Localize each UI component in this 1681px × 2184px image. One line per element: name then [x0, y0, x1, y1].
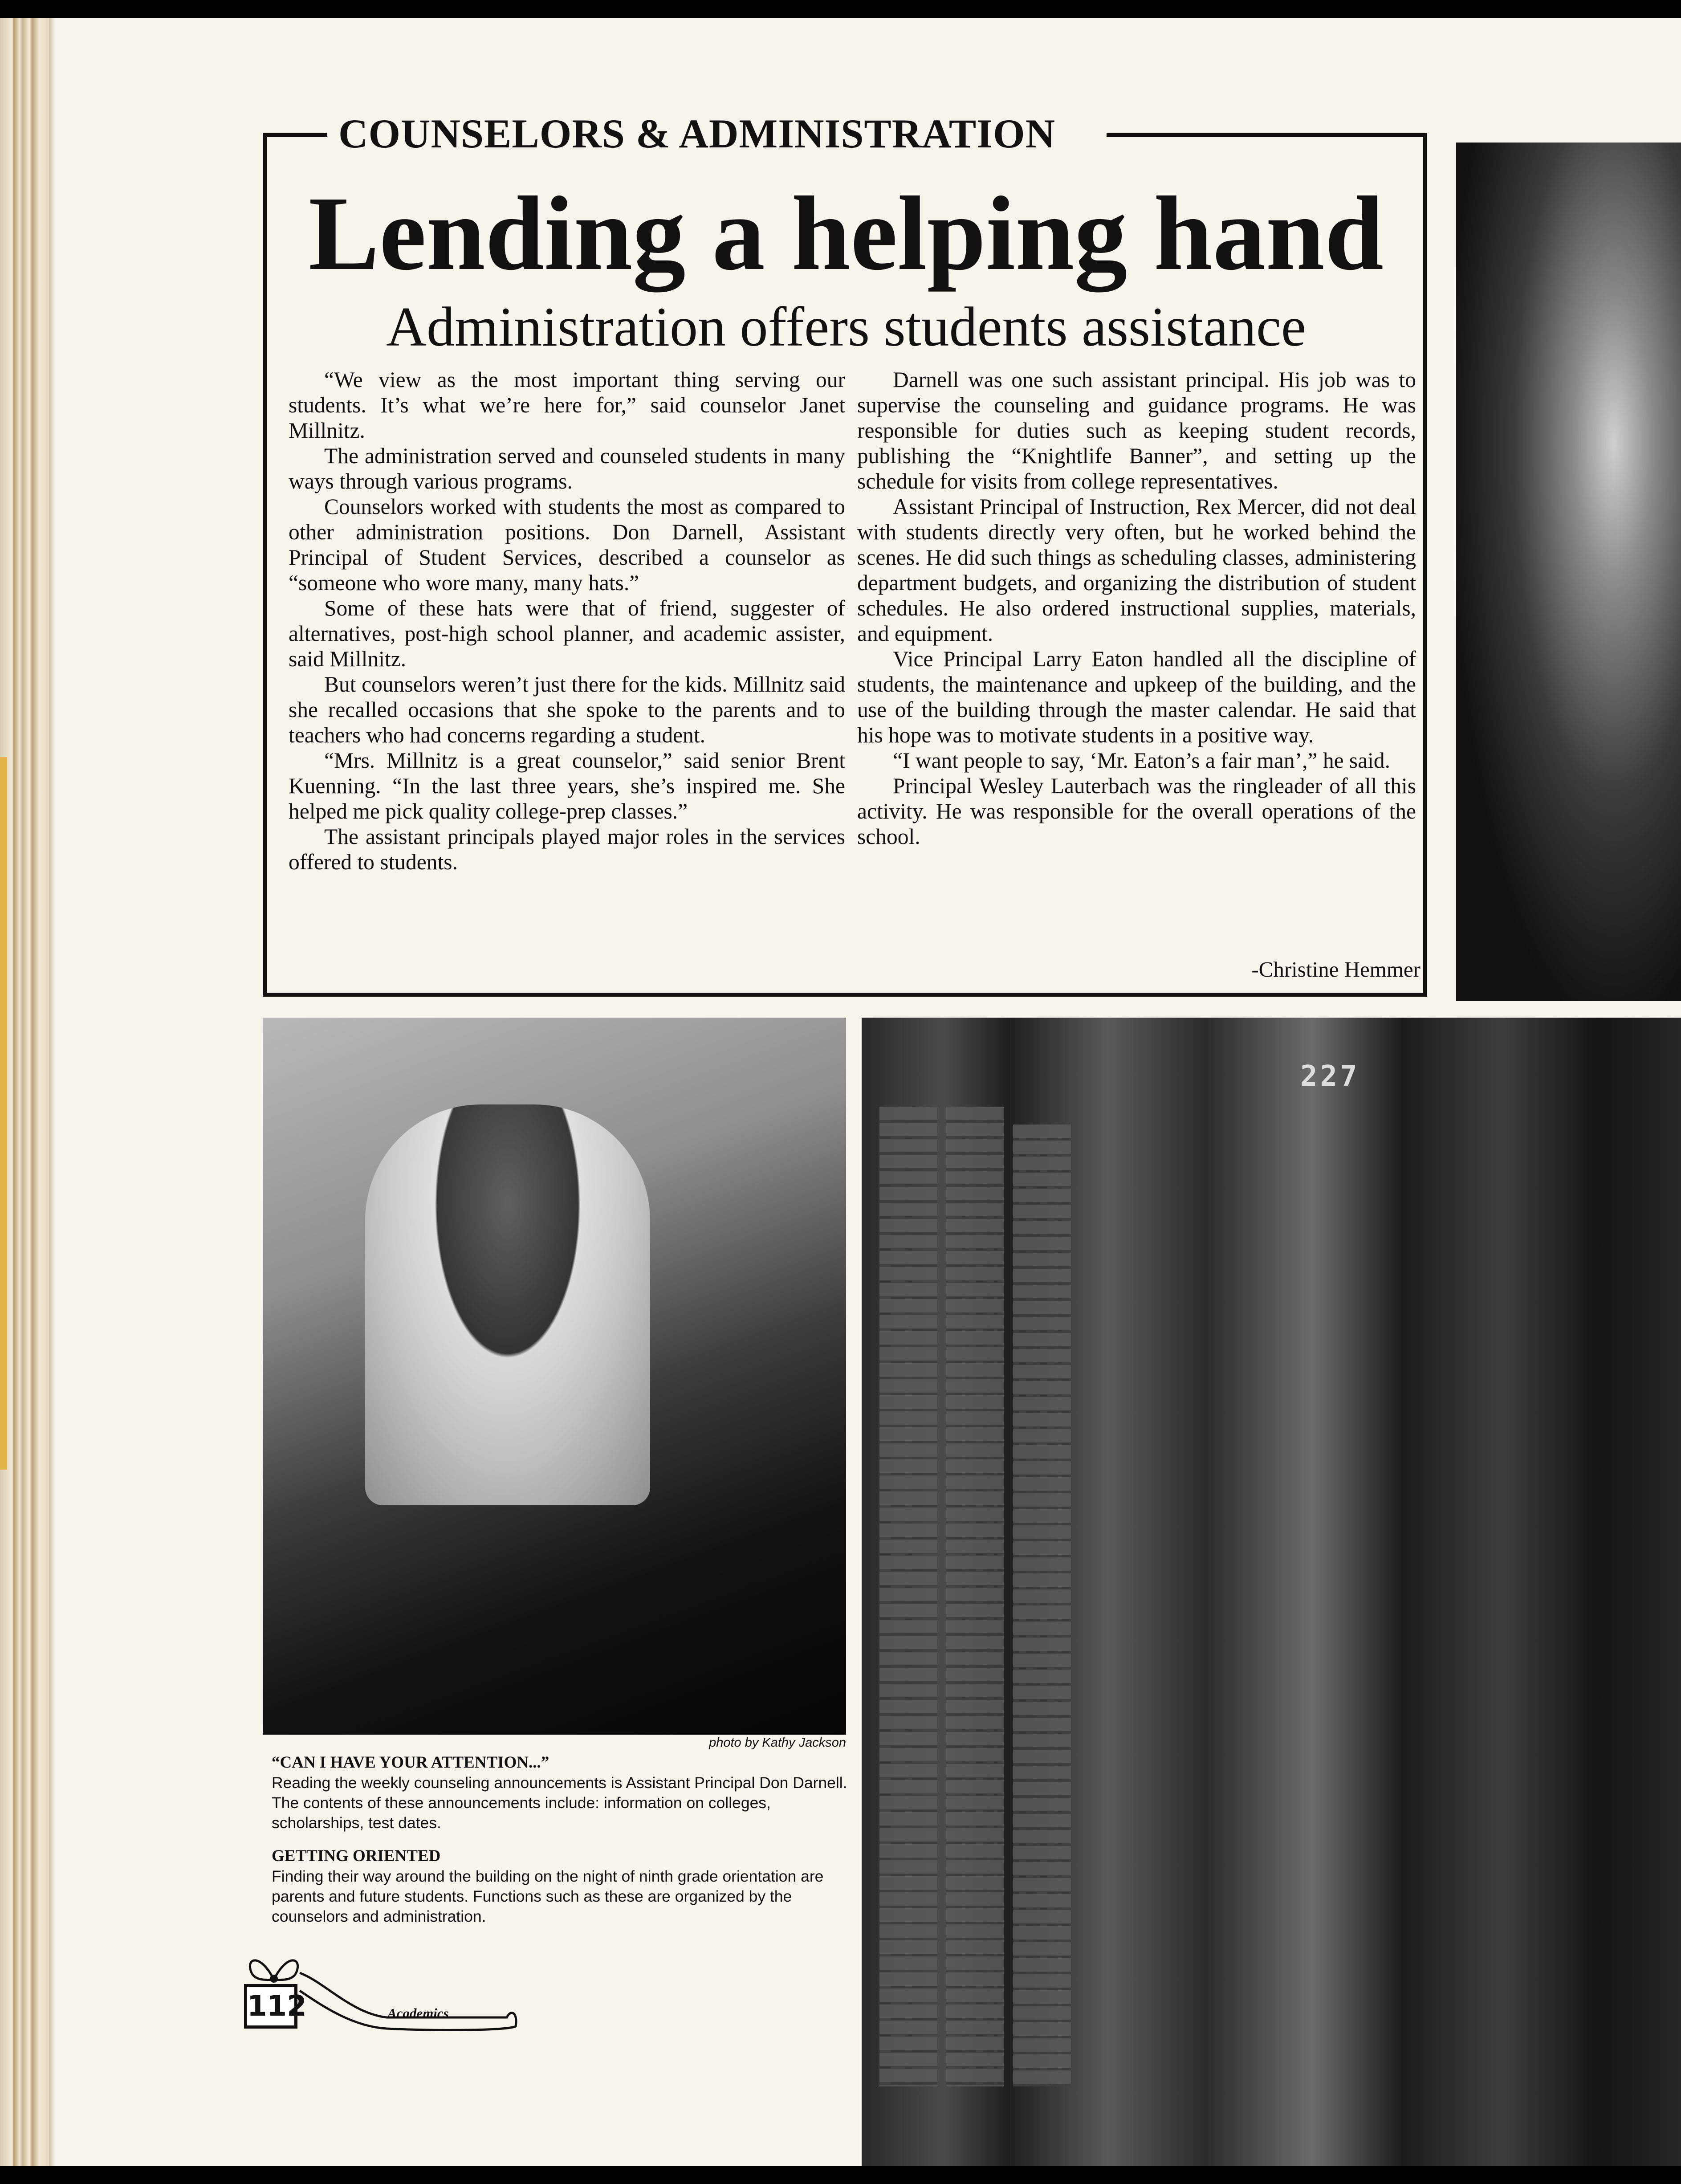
- ribbon-banner-icon: [297, 1964, 520, 2035]
- caption-heading: GETTING ORIENTED: [272, 1847, 441, 1865]
- scan-top-edge: [0, 0, 1681, 18]
- caption-orientation: [272, 1846, 848, 1927]
- paragraph: Some of these hats were that of friend, suggester of alternatives, post-high school planner, and academic assister, said Millnitz.: [289, 596, 845, 671]
- byline: -Christine Hemmer: [1251, 957, 1421, 982]
- page-number: 112: [244, 1984, 297, 2029]
- paragraph: Principal Wesley Lauterbach was the ringleader of all this activity. He was responsible for the overall operations of the school.: [857, 774, 1416, 849]
- photo-subject-silhouette: [365, 1104, 650, 1505]
- section-title: COUNSELORS & ADMINISTRATION: [338, 111, 1056, 156]
- paragraph: But counselors weren’t just there for the kids. Millnitz said she recalled occasions that she spoke to the parents and to teachers who had concerns regarding a student.: [289, 672, 845, 747]
- paragraph: The administration served and counseled students in many ways through various programs.: [289, 444, 845, 493]
- room-number-sign: 227: [1300, 1060, 1360, 1093]
- paragraph: “We view as the most important thing serving our students. It’s what we’re here for,” said counselor Janet Millnitz.: [289, 367, 845, 443]
- photo-credit: photo by Kathy Jackson: [709, 1736, 846, 1750]
- article-column-1: [289, 367, 845, 875]
- gift-bow-icon: [243, 1948, 305, 1984]
- paragraph: The assistant principals played major roles in the services offered to students.: [289, 824, 845, 874]
- paragraph: Assistant Principal of Instruction, Rex Mercer, did not deal with students directly very often, but he worked behind the scenes. He did such things as scheduling classes, administering department budgets, and organizing the distribution of student schedules. He also ordered instructional supplies, materials, and equipment.: [857, 494, 1416, 646]
- headline: Lending a helping hand: [308, 175, 1384, 292]
- paragraph: Darnell was one such assistant principal. His job was to supervise the counseling and guidance programs. He was responsible for duties such as keeping student records, publishing the “Knightlife Banner”, and setting up the schedule for visits from college representatives.: [857, 367, 1416, 493]
- binding-page-tab: [0, 757, 7, 1470]
- paragraph: Counselors worked with students the most as compared to other administration positions. Don Darnell, Assistant Principal of Student Services, described a counselor as “someone who wore many, many hats.”: [289, 494, 845, 595]
- paragraph: “I want people to say, ‘Mr. Eaton’s a fair man’,” he said.: [893, 748, 1391, 773]
- locker: [1013, 1125, 1071, 2086]
- caption-announcements: [272, 1752, 848, 1833]
- locker: [946, 1107, 1004, 2086]
- book-binding: [0, 18, 49, 2166]
- caption-body: Finding their way around the building on the night of ninth grade orientation are parents and future students. Functions such as these are organized by the counselors and administration.: [272, 1867, 824, 1925]
- photo-cropped-portrait: [1456, 143, 1681, 1001]
- caption-heading: “CAN I HAVE YOUR ATTENTION...”: [272, 1753, 549, 1772]
- locker: [879, 1107, 937, 2086]
- paragraph: “Mrs. Millnitz is a great counselor,” said senior Brent Kuenning. “In the last three years, she’s inspired me. She helped me pick quality college-prep classes.”: [289, 748, 845, 823]
- scan-bottom-edge: [0, 2166, 1681, 2184]
- paragraph: Vice Principal Larry Eaton handled all the discipline of students, the maintenance and upkeep of the building, and the use of the building through the master calendar. He said that his hope was to motivate students in a positive way.: [857, 647, 1416, 747]
- binding-shadow: [49, 18, 55, 2166]
- caption-body: Reading the weekly counseling announcements is Assistant Principal Don Darnell. The contents of these announcements include: information on colleges, scholarships, test dates.: [272, 1774, 847, 1832]
- section-label: Academics: [387, 2005, 449, 2021]
- article-column-2: [857, 367, 1416, 849]
- photo-orientation-hallway: [862, 1018, 1681, 2166]
- subheadline: Administration offers students assistance: [386, 296, 1306, 358]
